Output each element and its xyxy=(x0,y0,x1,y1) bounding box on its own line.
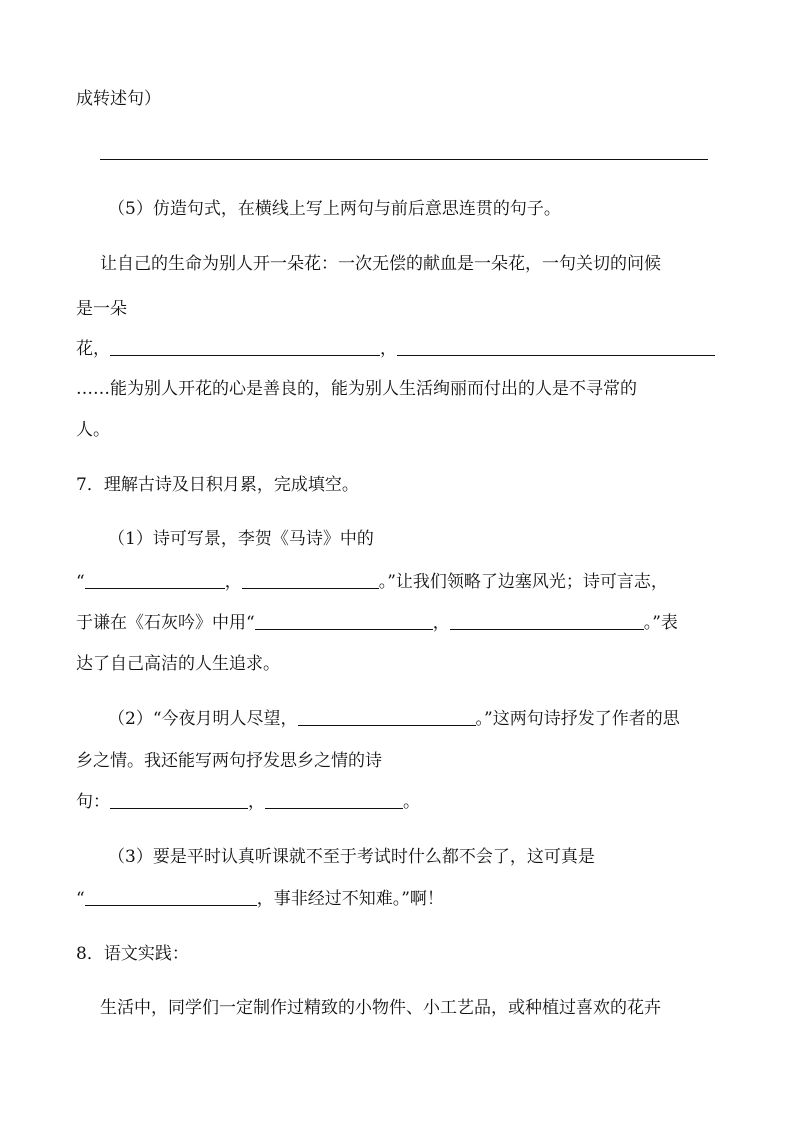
answer-blank[interactable] xyxy=(255,613,433,630)
text-segment: ， xyxy=(432,613,450,633)
text-line: 生活中，同学们一定制作过精致的小物件、小工艺品，或种植过喜欢的花卉 xyxy=(100,998,661,1018)
text-segment: ，事非经过不知难。”啊！ xyxy=(256,889,444,909)
fill-line xyxy=(76,338,726,360)
text-segment: 花， xyxy=(76,339,110,359)
answer-blank[interactable] xyxy=(85,889,257,906)
answer-blank[interactable] xyxy=(110,792,248,809)
text-line: 是一朵 xyxy=(76,299,127,319)
text-segment: （2）“今夜月明人尽望， xyxy=(108,709,298,729)
text-segment: 。”这两句诗抒发了作者的思 xyxy=(475,709,680,729)
answer-blank[interactable] xyxy=(242,572,379,589)
fill-line xyxy=(76,612,726,634)
text-line: ……能为别人开花的心是善良的，能为别人生活绚丽而付出的人是不寻常的 xyxy=(76,379,637,399)
text-segment: 。”表 xyxy=(643,613,678,633)
text-segment: ， xyxy=(380,339,397,359)
text-line: 乡之情。我还能写两句抒发思乡之情的诗 xyxy=(76,751,382,771)
text-line: 成转述句） xyxy=(76,89,161,109)
text-line: 达了自己高洁的人生追求。 xyxy=(76,654,280,674)
text-segment: ， xyxy=(224,572,242,592)
text-segment: ， xyxy=(248,792,265,812)
text-segment: 。 xyxy=(403,792,420,812)
answer-blank[interactable] xyxy=(397,339,715,356)
text-segment: “ xyxy=(76,572,85,592)
fill-line xyxy=(76,571,726,593)
text-line: 人。 xyxy=(76,420,110,440)
text-segment: 。”让我们领略了边塞风光；诗可言志， xyxy=(378,572,668,592)
text-segment: 于谦在《石灰吟》中用“ xyxy=(76,613,255,633)
question-5-title: （5）仿造句式，在横线上写上两句与前后意思连贯的句子。 xyxy=(108,199,561,219)
answer-blank[interactable] xyxy=(85,572,225,589)
fill-line xyxy=(108,708,758,730)
question-8-title: 8．语文实践： xyxy=(76,944,189,964)
answer-blank-line[interactable] xyxy=(100,159,708,160)
text-line: 让自己的生命为别人开一朵花：一次无偿的献血是一朵花，一句关切的问候 xyxy=(100,254,661,274)
answer-blank[interactable] xyxy=(450,613,644,630)
text-segment: 句： xyxy=(76,792,110,812)
answer-blank[interactable] xyxy=(265,792,403,809)
fill-line xyxy=(76,888,726,910)
question-7-title: 7．理解古诗及日积月累，完成填空。 xyxy=(76,475,359,495)
answer-blank[interactable] xyxy=(298,709,476,726)
fill-line xyxy=(76,791,726,813)
text-line: （1）诗可写景，李贺《马诗》中的 xyxy=(108,529,374,549)
text-segment: “ xyxy=(76,889,85,909)
answer-blank[interactable] xyxy=(110,339,380,356)
text-line: （3）要是平时认真听课就不至于考试时什么都不会了，这可真是 xyxy=(108,847,595,867)
